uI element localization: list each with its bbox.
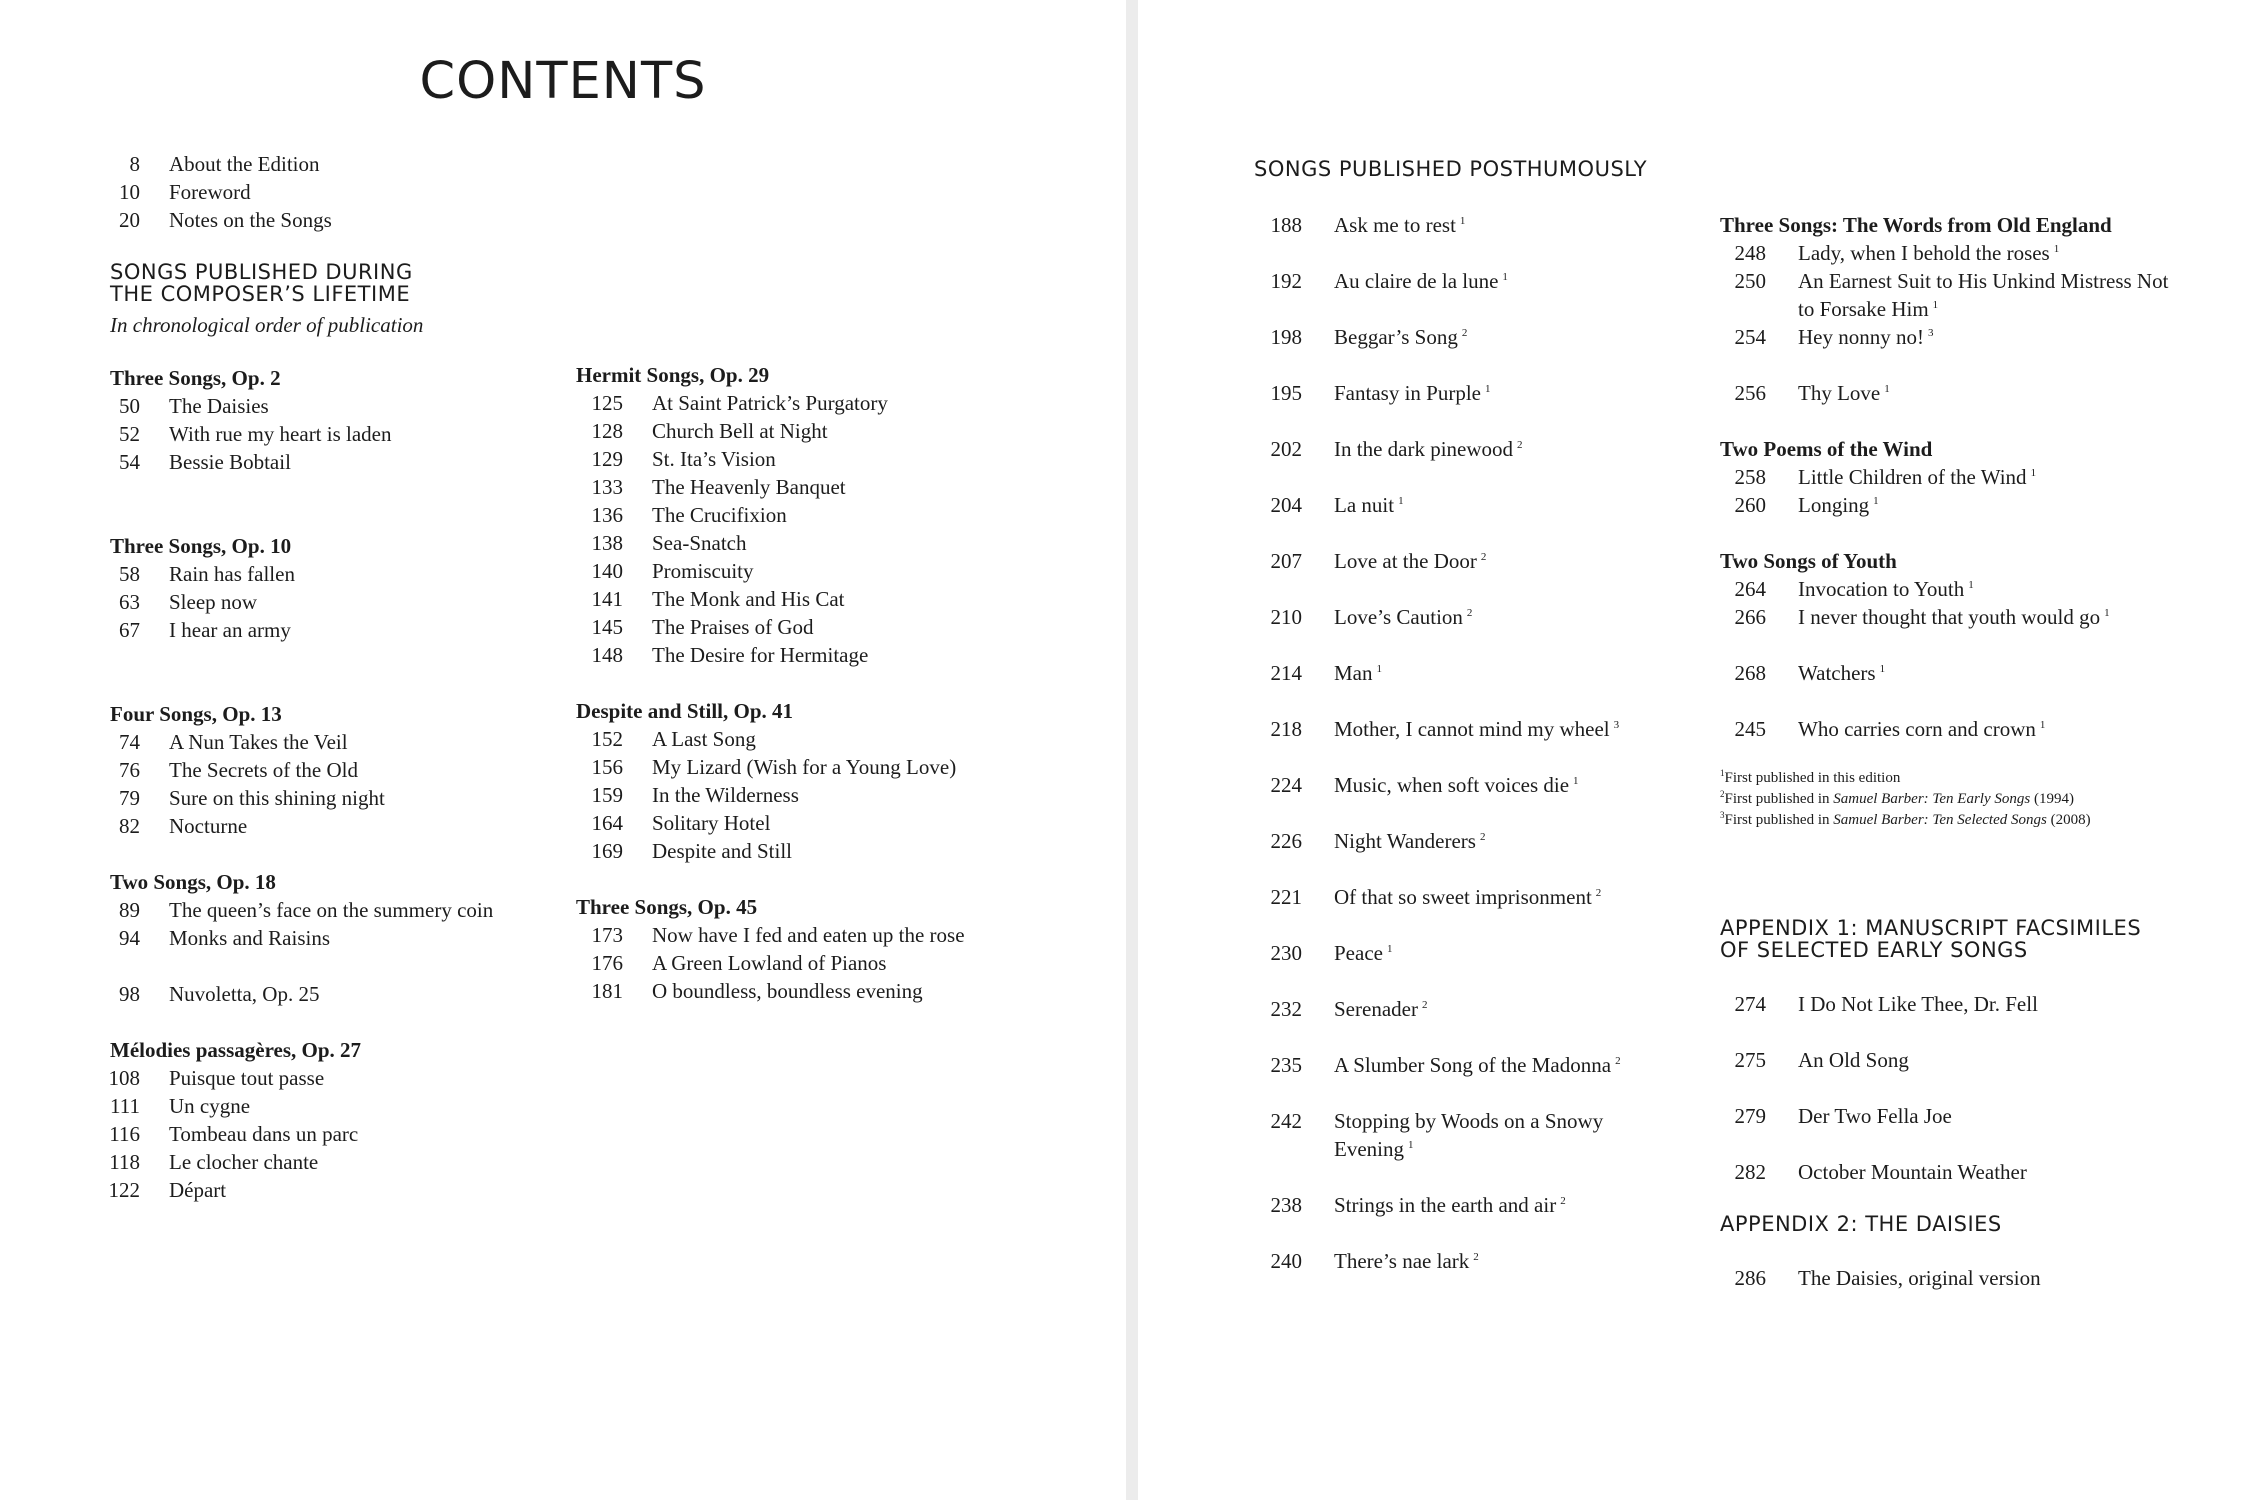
toc-entry[interactable]: 76 The Secrets of the Old xyxy=(119,758,358,782)
group-title: Three Songs: The Words from Old England xyxy=(1720,213,2112,237)
toc-entry[interactable]: 224 Music, when soft voices die $^1$ xyxy=(1270,773,1579,797)
section-heading: SONGS PUBLISHED DURING xyxy=(110,260,413,284)
toc-entry[interactable]: 133 The Heavenly Banquet xyxy=(591,475,846,499)
toc-entry[interactable]: 156 My Lizard (Wish for a Young Love) xyxy=(591,755,957,779)
toc-entry[interactable]: 152 A Last Song xyxy=(591,727,756,751)
appendix-2-list xyxy=(1720,1264,2041,1292)
toc-entry[interactable]: 245 Who carries corn and crown $^1$ xyxy=(1734,717,2046,741)
toc-entry[interactable]: 94 Monks and Raisins xyxy=(119,926,331,950)
lifetime-column-1 xyxy=(60,364,493,1204)
section-heading: SONGS PUBLISHED POSTHUMOUSLY xyxy=(1254,157,1648,181)
toc-entry[interactable]: 238 Strings in the earth and air $^2$ xyxy=(1270,1193,1566,1217)
toc-entry[interactable]: 116 Tombeau dans un parc xyxy=(109,1122,359,1146)
toc-entry[interactable]: 54 Bessie Bobtail xyxy=(119,450,291,474)
group-title: Four Songs, Op. 13 xyxy=(110,702,282,726)
toc-entry[interactable]: 82 Nocturne xyxy=(119,814,248,838)
toc-entry[interactable]: 67 I hear an army xyxy=(119,618,291,642)
section-heading: OF SELECTED EARLY SONGS xyxy=(1720,938,2028,962)
toc-entry[interactable]: 181 O boundless, boundless evening xyxy=(591,979,923,1003)
toc-entry[interactable]: 63 Sleep now xyxy=(119,590,258,614)
toc-entry[interactable]: 242 Stopping by Woods on a Snowy Evening $^1$ xyxy=(1270,1109,1604,1161)
toc-entry[interactable]: 129 St. Ita’s Vision xyxy=(591,447,776,471)
section-heading: APPENDIX 1: MANUSCRIPT FACSIMILES xyxy=(1720,916,2142,940)
toc-entry[interactable]: 74 A Nun Takes the Veil xyxy=(119,730,348,754)
toc-entry[interactable]: 230 Peace $^1$ xyxy=(1270,941,1393,965)
group-title: Three Songs, Op. 45 xyxy=(576,895,758,919)
page-title: CONTENTS xyxy=(419,52,707,111)
toc-entry[interactable]: 195 Fantasy in Purple $^1$ xyxy=(1270,381,1491,405)
toc-entry[interactable]: 258 Little Children of the Wind $^1$ xyxy=(1734,465,2037,489)
toc-entry[interactable]: 286 The Daisies, original version xyxy=(1734,1266,2041,1290)
toc-entry[interactable]: 58 Rain has fallen xyxy=(119,562,295,586)
toc-entry[interactable]: 192 Au claire de la lune $^1$ xyxy=(1270,269,1508,293)
toc-entry[interactable]: 128 Church Bell at Night xyxy=(591,419,828,443)
toc-entry[interactable]: 173 Now have I fed and eaten up the rose xyxy=(591,923,965,947)
toc-entry[interactable]: 111 Un cygne xyxy=(110,1094,251,1118)
footnotes xyxy=(1720,768,2091,831)
toc-entry[interactable]: 148 The Desire for Hermitage xyxy=(591,643,869,667)
toc-entry[interactable]: 52 With rue my heart is laden xyxy=(119,422,392,446)
toc-entry[interactable]: 268 Watchers $^1$ xyxy=(1734,661,1886,685)
appendix-1-list xyxy=(1720,990,2038,1186)
toc-entry[interactable]: 266 I never thought that youth would go $^1$ xyxy=(1734,605,2110,629)
toc-entry[interactable]: 79 Sure on this shining night xyxy=(119,786,385,810)
toc-entry[interactable]: 164 Solitary Hotel xyxy=(591,811,771,835)
toc-entry[interactable]: 176 A Green Lowland of Pianos xyxy=(591,951,887,975)
footnote: $^2$First published in Samuel Barber: Ten Early Songs (1994) xyxy=(1720,789,2074,807)
group-title: Three Songs, Op. 2 xyxy=(110,366,281,390)
toc-entry[interactable]: 214 Man $^1$ xyxy=(1270,661,1382,685)
toc-entry[interactable]: 204 La nuit $^1$ xyxy=(1270,493,1404,517)
toc-entry[interactable]: 118 Le clocher chante xyxy=(109,1150,319,1174)
toc-entry[interactable]: 210 Love’s Caution $^2$ xyxy=(1270,605,1473,629)
toc-entry[interactable]: 141 The Monk and His Cat xyxy=(591,587,845,611)
toc-entry[interactable]: 10 Foreword xyxy=(119,180,251,204)
toc-entry[interactable]: 275 An Old Song xyxy=(1734,1048,1909,1072)
left-page xyxy=(0,0,1126,1500)
toc-entry[interactable]: 207 Love at the Door $^2$ xyxy=(1270,549,1487,573)
section-heading: THE COMPOSER’S LIFETIME xyxy=(110,282,411,306)
group-title: Mélodies passagères, Op. 27 xyxy=(110,1038,362,1062)
toc-entry[interactable]: 108 Puisque tout passe xyxy=(108,1066,325,1090)
toc-entry[interactable]: 8 About the Edition xyxy=(129,152,320,176)
footnote: $^1$First published in this edition xyxy=(1720,768,1901,786)
toc-entry[interactable]: 240 There’s nae lark $^2$ xyxy=(1270,1249,1479,1273)
right-page xyxy=(1138,0,2260,1500)
front-matter-list xyxy=(60,150,332,234)
toc-entry[interactable]: 218 Mother, I cannot mind my wheel $^3$ xyxy=(1270,717,1620,741)
toc-entry[interactable]: 159 In the Wilderness xyxy=(591,783,799,807)
page-gutter xyxy=(1126,0,1138,1500)
toc-entry[interactable]: 254 Hey nonny no! $^3$ xyxy=(1734,325,1934,349)
toc-entry[interactable]: 279 Der Two Fella Joe xyxy=(1734,1104,1952,1128)
group-title: Hermit Songs, Op. 29 xyxy=(576,363,770,387)
group-title: Two Poems of the Wind xyxy=(1720,437,1933,461)
toc-entry[interactable]: 232 Serenader $^2$ xyxy=(1270,997,1428,1021)
toc-entry[interactable]: 235 A Slumber Song of the Madonna $^2$ xyxy=(1270,1053,1621,1077)
posthumous-list xyxy=(1262,211,1654,1275)
toc-entry[interactable]: 169 Despite and Still xyxy=(591,839,792,863)
toc-entry[interactable]: 198 Beggar’s Song $^2$ xyxy=(1270,325,1468,349)
toc-entry[interactable]: 89 The queen’s face on the summery coin xyxy=(119,898,494,922)
toc-entry[interactable]: 202 In the dark pinewood $^2$ xyxy=(1270,437,1523,461)
toc-entry[interactable]: 248 Lady, when I behold the roses $^1$ xyxy=(1734,241,2060,265)
group-title: Three Songs, Op. 10 xyxy=(110,534,292,558)
toc-entry[interactable]: 122 Départ xyxy=(108,1178,227,1202)
section-header-lifetime xyxy=(110,261,423,339)
lifetime-column-2 xyxy=(576,361,965,1005)
group-title: Two Songs of Youth xyxy=(1720,549,1897,573)
toc-entry[interactable]: 256 Thy Love $^1$ xyxy=(1734,381,1890,405)
toc-entry[interactable]: 274 I Do Not Like Thee, Dr. Fell xyxy=(1734,992,2038,1016)
toc-entry[interactable]: 282 October Mountain Weather xyxy=(1734,1160,2027,1184)
toc-entry[interactable]: 221 Of that so sweet imprisonment $^2$ xyxy=(1270,885,1602,909)
group-title: Two Songs, Op. 18 xyxy=(110,870,276,894)
toc-entry[interactable]: 140 Promiscuity xyxy=(591,559,754,583)
toc-entry[interactable]: 20 Notes on the Songs xyxy=(119,208,332,232)
toc-entry[interactable]: 250 An Earnest Suit to His Unkind Mistress Not to Forsake Him $^1$ xyxy=(1734,269,2169,321)
toc-entry[interactable]: 125 At Saint Patrick’s Purgatory xyxy=(591,391,888,415)
toc-entry[interactable]: 98 Nuvoletta, Op. 25 xyxy=(119,982,320,1006)
toc-entry[interactable]: 138 Sea-Snatch xyxy=(591,531,747,555)
section-subtitle: In chronological order of publication xyxy=(110,313,424,337)
toc-entry[interactable]: 145 The Praises of God xyxy=(591,615,814,639)
posthumous-groups xyxy=(1720,211,2183,743)
section-heading: APPENDIX 2: THE DAISIES xyxy=(1720,1212,2002,1236)
footnote: $^3$First published in Samuel Barber: Ten Selected Songs (2008) xyxy=(1720,810,2091,828)
appendix-1-heading xyxy=(1720,917,2141,961)
toc-entry[interactable]: 50 The Daisies xyxy=(119,394,269,418)
toc-entry[interactable]: 188 Ask me to rest $^1$ xyxy=(1270,213,1466,237)
toc-entry[interactable]: 264 Invocation to Youth $^1$ xyxy=(1734,577,1974,601)
group-title: Despite and Still, Op. 41 xyxy=(576,699,794,723)
toc-entry[interactable]: 260 Longing $^1$ xyxy=(1734,493,1879,517)
toc-entry[interactable]: 226 Night Wanderers $^2$ xyxy=(1270,829,1486,853)
toc-entry[interactable]: 136 The Crucifixion xyxy=(591,503,787,527)
